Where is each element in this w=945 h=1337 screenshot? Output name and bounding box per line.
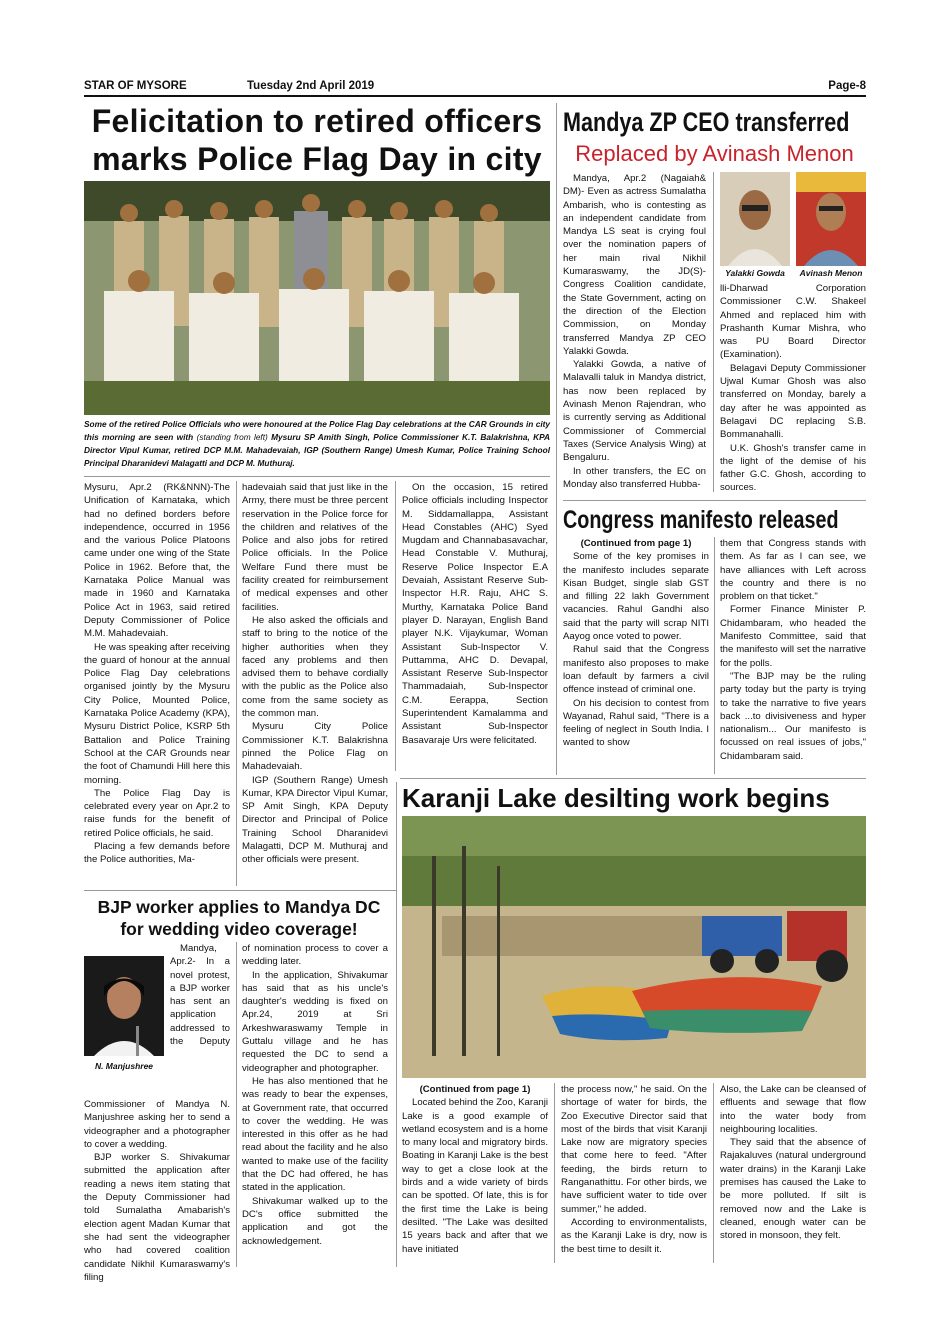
paragraph: They said that the absence of Rajakaluves (natural underground water drains) in the Karanji Lake premises has caused the Lake to be more polluted. If silt is removed now and the Lake is cleaned, enough water can be stored in monsoon, they felt.	[720, 1137, 866, 1242]
mandya-col-2	[720, 282, 866, 495]
paragraph: The Police Flag Day is celebrated every year on Apr.2 to raise funds for the benefit of retired Police officials, he said.	[84, 787, 230, 839]
police-headline	[84, 102, 550, 178]
mandya-col-1	[563, 172, 706, 491]
paragraph: Mandya, Apr.2 (Nagaiah& DM)- Even as actress Sumalatha Ambarish, who is contesting as an independent candidate from Mandya LS seat is crying foul over the nomination papers of her main rival Nikhil Kumaraswamy, the JD(S)-Congress Coalition candidate, the State Government, acting on the direction of the Election Commission, on Monday transferred Mandya ZP CEO Yalakki Gowda.	[563, 173, 706, 357]
bjp-col-1	[84, 942, 230, 1284]
divider	[84, 890, 396, 891]
paragraph: BJP worker S. Shivakumar submitted the application after reading a news item stating that the Deputy Commissioner had told Sumalatha Amabarish's election agent Madan Kumar that she had sent the videographer who had covered coalition candidate Nikhil Kumaraswamy's filing	[84, 1152, 230, 1283]
paragraph: U.K. Ghosh's transfer came in the light of the demise of his father G.C. Ghosh, according to sources.	[720, 442, 866, 494]
continued-label: (Continued from page 1)	[580, 538, 692, 549]
police-photo	[84, 181, 550, 415]
bjp-col-2	[242, 942, 388, 1248]
caption-names: Mysuru SP Amith Singh, Police Commissioner K.T. Balakrishna, KPA Director Vipul Kumar, retired DCP M.M. Mahadevaiah, IGP (Southern Range) Umesh Kumar, Police Training School Principal Dharanidevi Malagatti and DCP M. Muthuraj.	[84, 432, 551, 468]
paper-name: STAR OF MYSORE	[84, 80, 187, 92]
divider	[400, 778, 866, 779]
divider	[84, 476, 550, 477]
police-headline-line1: Felicitation to retired officers	[91, 103, 543, 139]
karanji-col-2	[561, 1083, 707, 1256]
portrait-float	[84, 956, 166, 1096]
paragraph: IGP (Southern Range) Umesh Kumar, KPA Director Vipul Kumar, SP Amit Singh, KPA Deputy Director and Principal of Police Training School Dharanidevi Malagatti, DCP M. Muthuraj and other officials were present.	[242, 774, 388, 866]
bjp-headline-line1: BJP worker applies to Mandya DC	[97, 897, 381, 917]
bjp-headline-line2: for wedding video coverage!	[120, 919, 358, 939]
avinash-menon-label: Avinash Menon	[799, 268, 863, 278]
paragraph: On his decision to contest from Wayanad, Rahul said, "There is a feeling of neglect in South India. I wanted to show	[563, 697, 709, 749]
paragraph: On the occasion, 15 retired Police officials including Inspector M. Siddamallappa, Assistant Head Constables (AHC) Syed Mugdam and Channabasavachar, Head Constable V. Muthuraj, Reserve Police Inspector E.A Devaiah, Assistant Reserve Sub-Inspector H.R. Raju, AHC S. Murthy, Karnataka Police Band player D. Narayan, English Band player N.K. Vijaykumar, Woman Assistant Sub-Inspector V. Puttamma, AHC D. Devapal, Assistant Reserve Sub-Inspector Thammadaiah, Sub-Inspector C.M. Eerappa, Section Superintendent Kamalamma and Assistant Sub-Inspector Basavaraje Urs were felicitated.	[402, 482, 548, 746]
yalakki-gowda-photo	[720, 172, 790, 266]
congress-headline-box	[563, 505, 866, 535]
avinash-menon-photo	[796, 172, 866, 266]
karanji-col-3	[720, 1083, 866, 1243]
caption-text: Some of the retired Police Officials who were honoured at the Police Flag Day celebrations at the CAR Grounds in city this morning are seen with	[84, 419, 550, 442]
police-col-2	[242, 481, 388, 867]
congress-headline: Congress manifesto released	[563, 506, 839, 534]
karanji-headline: Karanji Lake desilting work begins	[402, 783, 830, 813]
mandya-portraits	[720, 172, 866, 278]
issue-date: Tuesday 2nd April 2019	[247, 80, 375, 92]
column-rule	[236, 481, 237, 886]
paragraph: hadevaiah said that just like in the Army, there must be three percent reservation in the Police force for the children and relatives of the Police and also jobs for retired Police officials. In the Police Welfare Fund there must be facility created for reimbursement of medical expenses and other facilities.	[242, 482, 388, 613]
caption-note: (standing from left)	[196, 432, 268, 442]
column-rule	[395, 481, 396, 771]
bjp-headline	[84, 896, 394, 940]
section-rule	[396, 782, 397, 1267]
paragraph: According to environmentalists, as the Karanji Lake is dry, now is the best time to desilt it.	[561, 1216, 707, 1255]
paragraph: He was speaking after receiving the guard of honour at the annual Police Flag Day celebrations organised jointly by the Mysuru City Police, Mounted Police, Karnataka Police Academy (KPA), Mysuru District Police, KSRP 5th Battalion and Police Training School at the CAR Grounds near the foot of Chamundi Hill here this morning.	[84, 641, 230, 786]
police-col-1	[84, 481, 230, 867]
manjushree-label: N. Manjushree	[94, 1061, 154, 1071]
page-number: Page-8	[828, 80, 866, 92]
mandya-headline-box	[563, 105, 866, 139]
paragraph: Also, the Lake can be cleansed of effluents and sewage that flow into the water body from neighbouring localities.	[720, 1084, 866, 1135]
column-rule	[713, 1083, 714, 1263]
paragraph: Mysuru City Police Commissioner K.T. Balakrishna pinned the Police Flag on Mahadevaiah.	[242, 721, 388, 773]
congress-col-1	[563, 537, 709, 750]
police-photo-caption	[84, 418, 550, 470]
column-rule	[236, 942, 237, 1267]
portrait-illustration	[796, 172, 866, 266]
paragraph: Belagavi Deputy Commissioner Ujwal Kumar Ghosh was also transferred on Monday, barely a day after he was appointed as Belagavi DC replacing S.B. Bommanahalli.	[720, 362, 866, 441]
paragraph: Located behind the Zoo, Karanji Lake is a good example of wetland ecosystem and is a home to many local and migratory birds. Boating in Karanji Lake is the best way to get a close look at the birds and a wide variety of birds can be spotted. Of late, this is for the first time the Lake is being desilted. "The Lake was desilted 15 years back and after that we have initiated	[402, 1097, 549, 1255]
column-rule	[554, 1083, 555, 1263]
column-rule	[714, 537, 715, 774]
paragraph: "The BJP may be the ruling party today but the party is trying to take the narrative to five years back ...to divisiveness and hyper nationalism... Our manifesto is focussed on real issues of jobs," Chidambaram said.	[720, 670, 866, 762]
paragraph: Mandya, Apr.2- In a novel protest, a BJP worker has sent an application addressed to the Deputy Commissioner of Mandya N. Manjushree asking her to send a videographer and a photographer to cover a wedding.	[84, 943, 230, 1150]
karanji-photo	[402, 816, 866, 1078]
paragraph: He has also mentioned that he was ready to bear the expenses, at Government rate, that occurred to cover the wedding. He was interested in this offer as he had read about the facility and he also wanted to make use of the facility that the DC had offered, he has stated in the application.	[242, 1075, 388, 1194]
paragraph: Mysuru, Apr.2 (RK&NNN)-The Unification of Karnataka, which had no defined borders before independence, occurred in 1956 and the various Police Platoons came under one wing of the State Police in 1962. Before that, the Karnataka Police Manual was made in 1960 and Karnataka Police Act in 1963, said retired Deputy Commissioner of Police M.M. Mahadevaiah.	[84, 482, 230, 640]
lake-illustration	[402, 816, 866, 1078]
paragraph: In other transfers, the EC on Monday also transferred Hubba-	[563, 465, 706, 490]
section-rule	[556, 103, 557, 775]
police-headline-line2: marks Police Flag Day in city	[92, 141, 542, 177]
paragraph: of nomination process to cover a wedding later.	[242, 943, 388, 968]
portrait-illustration	[84, 956, 164, 1056]
masthead-rule	[84, 95, 866, 97]
mandya-headline: Mandya ZP CEO transferred	[563, 107, 850, 137]
paragraph: Placing a few demands before the Police authorities, Ma-	[84, 841, 230, 866]
portrait-illustration	[720, 172, 790, 266]
police-col-3	[402, 481, 548, 747]
paragraph: the process now," he said. On the shortage of water for birds, the Zoo Executive Director said that most of the birds that visit Karanji Lake now are migratory species that come here to feed. "After feeding, the birds return to Ranganathittu. For other birds, we have sufficient water to tide over summer," he added.	[561, 1084, 707, 1215]
paragraph: them that Congress stands with them. As far as I can see, we have alliances with Left across the country and there is no problem on that ticket."	[720, 538, 866, 603]
paragraph: Shivakumar walked up to the DC's office submitted the application and got the acknowledgement.	[242, 1195, 388, 1247]
divider	[563, 500, 866, 501]
congress-col-2	[720, 537, 866, 763]
paragraph: He also asked the officials and staff to bring to the notice of the higher authorities when they faced any problems and then advised them to behave cordially with the public as the Police also come from the same society as the common man.	[242, 614, 388, 720]
paragraph: lli-Dharwad Corporation Commissioner C.W. Shakeel Ahmed and replaced him with Prashanth Kumar Mishra, who was PU Board Director (Examination).	[720, 283, 866, 361]
police-photo-illustration	[84, 181, 550, 415]
paragraph: Former Finance Minister P. Chidambaram, who headed the Manifesto Committee, said that the manifesto will set the narrative for the polls.	[720, 604, 866, 669]
mandya-subhead: Replaced by Avinash Menon	[575, 141, 854, 166]
yalakki-gowda-label: Yalakki Gowda	[725, 268, 785, 278]
karanji-col-1	[402, 1083, 548, 1256]
paragraph: Some of the key promises in the manifesto includes separate Kisan Budget, single slab GST and filling 22 lakh Government vacancies. Rahul Gandhi also said that the party will scrap NITI Aayog once voted to power.	[563, 551, 709, 643]
masthead	[84, 80, 866, 94]
column-rule	[713, 172, 714, 492]
paragraph: Rahul said that the Congress manifesto also proposes to make loan default by farmers a civil offence instead of criminal one.	[563, 644, 709, 696]
paragraph: Yalakki Gowda, a native of Malavalli taluk in Mandya district, has now been replaced by Avinash Menon Rajendran, who is currently serving as Additional Commissioner of Commercial Taxes (Service Analysis Wing) at Bengaluru.	[563, 359, 706, 464]
paragraph: In the application, Shivakumar has said that as his uncle's daughter's wedding is fixed on Apr.24, 2019 at Sri Arkeshwaraswamy Temple in Guttalu village and he has requested the DC to send a videographer and photographer.	[242, 969, 388, 1074]
continued-label: (Continued from page 1)	[419, 1084, 531, 1095]
manjushree-photo	[84, 956, 164, 1056]
